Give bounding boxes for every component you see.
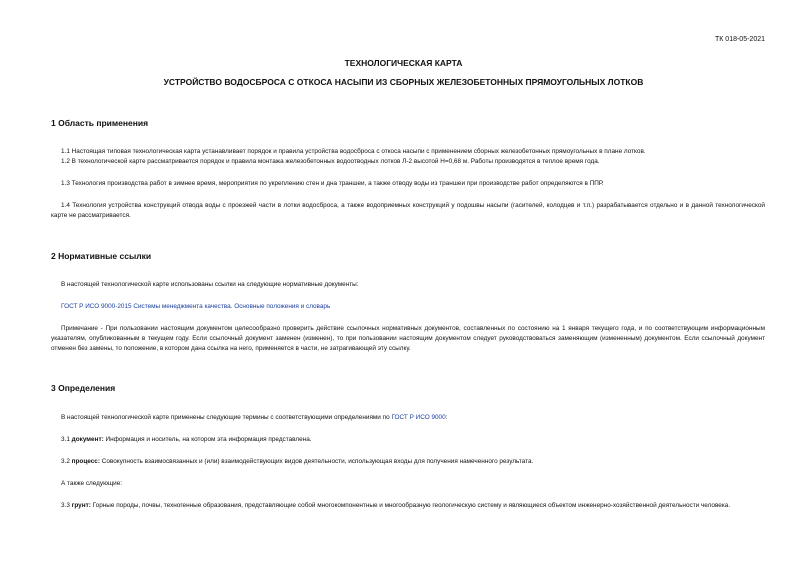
definition-3-3-number: 3.3 xyxy=(61,502,72,509)
also-following: А также следующие: xyxy=(61,480,123,487)
document-code: ТК 018-05-2021 xyxy=(715,36,765,43)
paragraph-1-4: 1.4 Технология устройства конструкций отвода воды с проезжей части в лотки водосброса, а также водоприемных конструкций у подошвы насыпи (гасителей, колодцев и т.п.) разрабатывается отдельно и в данной технологической карте не рассматривается. xyxy=(51,202,765,219)
definition-3-2-text: Совокупность взаимосвязанных и (или) взаимодействующих видов деятельности, использующая входы для получения намеченного результата. xyxy=(99,458,534,465)
document-title: ТЕХНОЛОГИЧЕСКАЯ КАРТА xyxy=(344,58,463,68)
paragraph-1-1: 1.1 Настоящая типовая технологическая карта устанавливает порядок и правила устройства водосброса с откоса насыпи с применением сборных железобетонных прямоугольных в плане лотков. xyxy=(61,148,646,155)
definition-3-1-term: документ: xyxy=(71,436,104,443)
definition-3-1 xyxy=(51,435,765,445)
gost-iso-9000-link[interactable]: ГОСТ Р ИСО 9000-2015 Системы менеджмента качества. Основные положения и словарь xyxy=(61,303,331,310)
definition-3-2-term: процесс: xyxy=(71,458,100,465)
section-3-intro-text: В настоящей технологической карте применены следующие термины с соответствующими определениями по xyxy=(61,414,392,421)
paragraph-1-3: 1.3 Технология производства работ в зимнее время, мероприятия по укреплению стен и дна траншеи, а также отводу воды из траншеи при производстве работ определяются в ППР. xyxy=(61,180,604,187)
section-2-note: Примечание - При пользовании настоящим документом целесообразно проверить действие ссылочных нормативных документов, составленных по состоянию на 1 января текущего года, и по соответствующим информационным указателям, опубликованным в текущем году. Если ссылочный документ заменен (изменен), то при пользовании настоящим документом следует руководствоваться заменяющим (измененным) документом. Если ссылочный документ отменен без замены, то положение, в котором дана ссылка на него, применяется в части, не затрагивающей эту ссылку. xyxy=(51,325,765,352)
section-2-intro: В настоящей технологической карте использованы ссылки на следующие нормативные документы: xyxy=(61,281,359,288)
section-3-intro-end: : xyxy=(445,414,448,421)
section-3-heading: 3 Определения xyxy=(51,383,116,393)
section-2-heading: 2 Нормативные ссылки xyxy=(51,251,152,261)
definition-3-1-number: 3.1 xyxy=(61,436,72,443)
gost-iso-9000-inline-link[interactable]: ГОСТ Р ИСО 9000 xyxy=(391,414,446,421)
definition-3-3-term: грунт: xyxy=(71,502,91,509)
section-3-intro xyxy=(51,413,765,423)
section-1-heading: 1 Область применения xyxy=(51,118,149,128)
definition-3-2 xyxy=(51,457,765,467)
definition-3-3-text: Горные породы, почвы, техногенные образования, представляющие собой многокомпонентные и многообразную геологическую систему и являющиеся объектом инженерно-хозяйственной деятельности человека. xyxy=(90,502,731,509)
definition-3-1-text: Информация и носитель, на котором эта информация представлена. xyxy=(103,436,312,443)
document-subtitle: УСТРОЙСТВО ВОДОСБРОСА С ОТКОСА НАСЫПИ ИЗ СБОРНЫХ ЖЕЛЕЗОБЕТОННЫХ ПРЯМОУГОЛЬНЫХ ЛОТКОВ xyxy=(163,77,644,87)
definition-3-2-number: 3.2 xyxy=(61,458,72,465)
definition-3-3 xyxy=(51,501,765,511)
paragraph-1-2: 1.2 В технологической карте рассматривается порядок и правила монтажа железобетонных водоотводных лотков Л-2 высотой Н=0,68 м. Работы производятся в теплое время года. xyxy=(61,158,600,165)
